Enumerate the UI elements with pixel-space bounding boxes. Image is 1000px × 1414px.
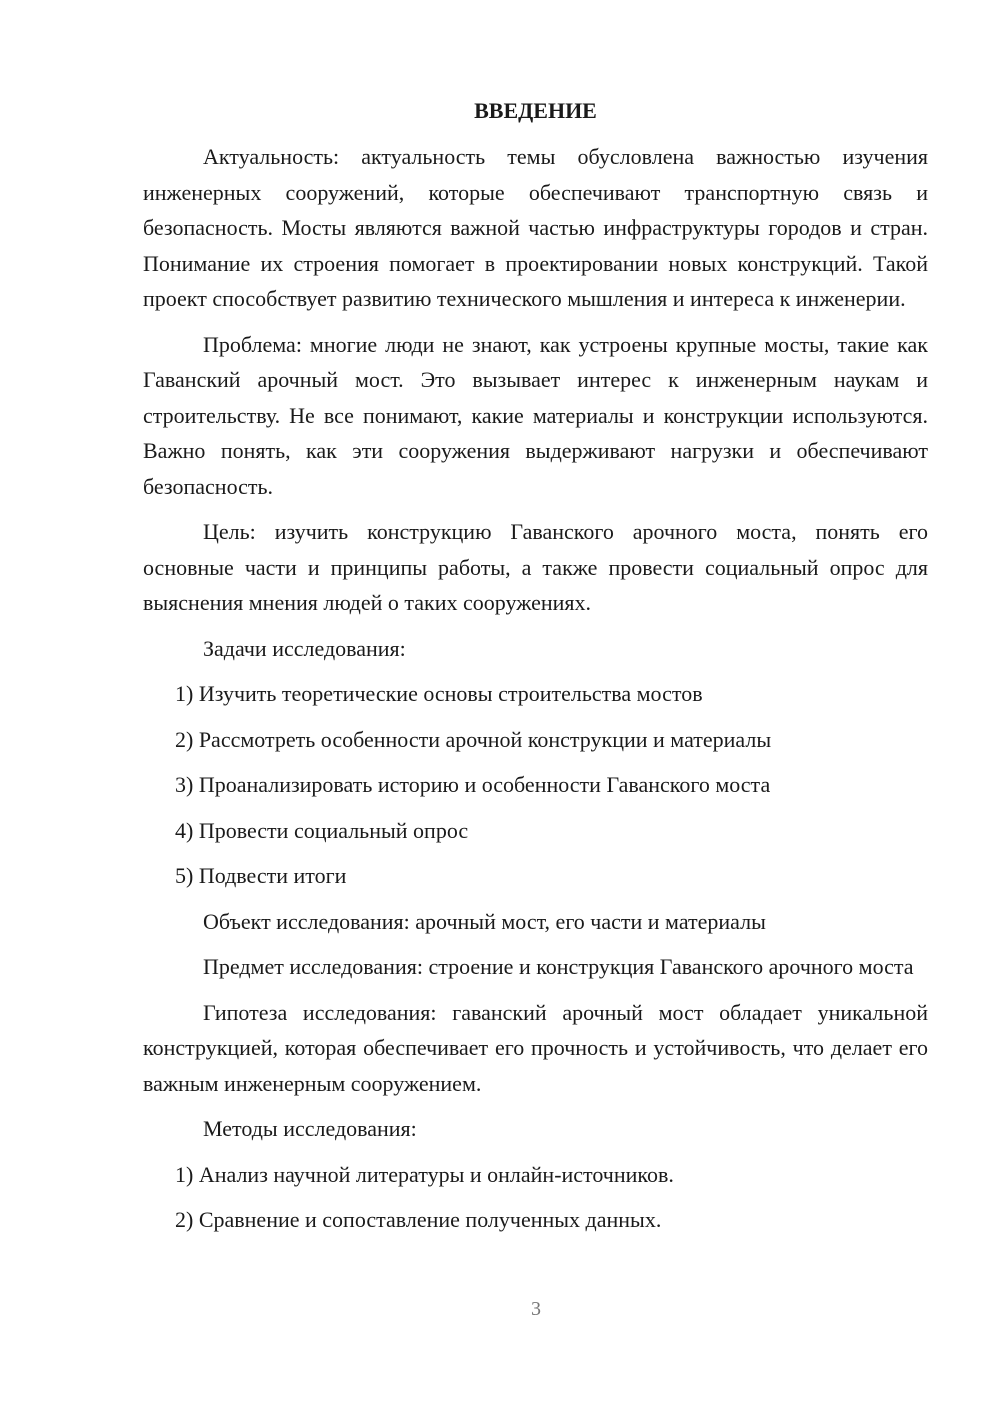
list-item: 2) Сравнение и сопоставление полученных данных. xyxy=(175,1207,662,1232)
page-number: 3 xyxy=(531,1298,541,1320)
list-item: 2) Рассмотреть особенности арочной конструкции и материалы xyxy=(175,726,772,752)
list-item: 1) Изучить теоретические основы строительства мостов xyxy=(175,681,703,706)
subject-paragraph: Предмет исследования: строение и конструкция Гаванского арочного моста xyxy=(203,954,914,979)
methods-list xyxy=(143,1157,928,1238)
object-line: Объект исследования: арочный мост, его части и материалы xyxy=(203,908,766,934)
list-item: 3) Проанализировать историю и особенности Гаванского моста xyxy=(175,772,771,797)
section-heading: ВВЕДЕНИЕ xyxy=(474,98,597,123)
methods-title: Методы исследования: xyxy=(203,1116,417,1141)
list-item: 4) Провести социальный опрос xyxy=(175,817,469,843)
relevance-paragraph: Актуальность: актуальность темы обусловлена важностью изучения инженерных сооружений, которые обеспечивают транспортную связь и безопасность. Мосты являются важной частью инфраструктуры городов и стран. Понимание их строения помогает в проектировании новых конструкций. Такой проект способствует развитию технического мышления и интереса к инженерии. xyxy=(143,144,928,311)
hypothesis-paragraph: Гипотеза исследования: гаванский арочный мост обладает уникальной конструкцией, которая обеспечивает его прочность и устойчивость, что делает его важным инженерным сооружением. xyxy=(143,999,928,1096)
problem-paragraph: Проблема: многие люди не знают, как устроены крупные мосты, такие как Гаванский арочный мост. Это вызывает интерес к инженерным наукам и строительству. Не все понимают, какие материалы и конструкции используются. Важно понять, как эти сооружения выдерживают нагрузки и обеспечивают безопасность. xyxy=(143,331,928,499)
tasks-title: Задачи исследования: xyxy=(203,635,406,661)
document-page xyxy=(143,95,928,1248)
list-item: 1) Анализ научной литературы и онлайн-источников. xyxy=(175,1161,674,1187)
tasks-list xyxy=(143,676,928,894)
list-item: 5) Подвести итоги xyxy=(175,863,347,888)
goal-paragraph: Цель: изучить конструкцию Гаванского арочного моста, понять его основные части и принципы работы, а также провести социальный опрос для выяснения мнения людей о таких сооружениях. xyxy=(143,519,928,615)
